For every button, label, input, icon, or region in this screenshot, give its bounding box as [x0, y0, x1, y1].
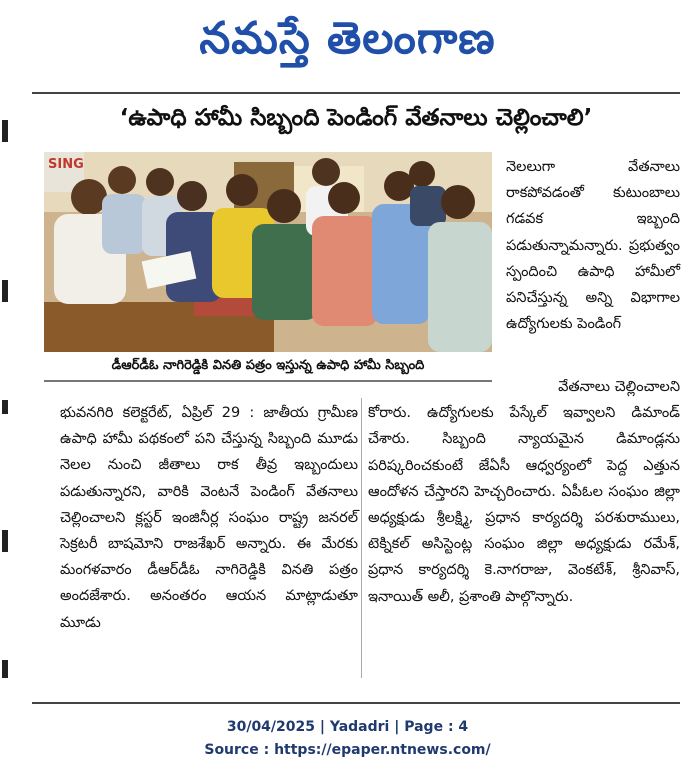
photo-signboard-text: SING: [48, 157, 84, 172]
column-divider: [361, 398, 362, 678]
article-text: భువనగిరి కలెక్టరేట్, ఏప్రిల్ 29 : జాతీయ గ్రామీణ ఉపాధి హామీ పథకంలో పని చేస్తున్న సిబ్బంది మూడు నెలల నుంచి జీతాలు రాక తీవ్ర ఇబ్బందులు పడుతున్నారని, వారికి వెంటనే పెండింగ్ వేతనాలు చెల్లించాలని క్లస్టర్ ఇంజినీర్ల సంఘం రాష్ట్ర జనరల్ సెక్రటరీ బాషమోని రాజశేఖర్ అన్నారు. ఈ మేరకు మంగళవారం డీఆర్‌డీఓ నాగిరెడ్డికి వినతి పత్రం అందజేశారు. అనంతరం ఆయన మాట్లాడుతూ మూడు: [60, 405, 358, 631]
article-column-middle: [368, 379, 680, 610]
news-photo: [44, 152, 492, 352]
clipping-source-line: Source : https://epaper.ntnews.com/: [204, 742, 491, 758]
photo-caption: డీఆర్‌డీఓ నాగిరెడ్డికి వినతి పత్రం ఇస్తున్న ఉపాధి హామీ సిబ్బంది: [44, 352, 492, 382]
article-text: నెలలుగా వేతనాలు రాకపోవడంతో కుటుంబాలు గడవక ఇబ్బంది పడుతున్నామన్నారు. ప్రభుత్వం స్పందించి ఉపాధి హామీలో పనిచేస్తున్న అన్ని విభాగాల ఉద్యోగులకు పెండింగ్: [506, 159, 680, 333]
article-headline: ‘ఉపాధి హామీ సిబ్బంది పెండింగ్ వేతనాలు చెల్లించాలి’: [119, 105, 593, 131]
clipping-date-line: 30/04/2025 | Yadadri | Page : 4: [226, 719, 469, 735]
article-text: కోరారు. ఉద్యోగులకు పేస్కేల్ ఇవ్వాలని డిమాండ్ చేశారు. సిబ్బంది న్యాయమైన డిమాండ్లను పరిష్కరించకుంటే జేఏసీ ఆధ్వర్యంలో పెద్ద ఎత్తున ఆందోళన చేస్తారని హెచ్చరించారు. ఏపీఓల సంఘం జిల్లా అధ్యక్షుడు శ్రీలక్ష్మి, ప్రధాన కార్యదర్శి పరశురాములు, టెక్నికల్ అసిస్టెంట్ల సంఘం జిల్లా అధ్యక్షుడు రమేశ్, ప్రధాన కార్యదర్శి కె.నాగరాజు, వెంకటేశ్, శ్రీనివాస్, ఇనాయిత్ అలీ, ప్రశాంతి పాల్గొన్నారు.: [368, 405, 680, 605]
article-column-right-top: [506, 154, 680, 337]
article-column-left: [60, 400, 358, 636]
adjacent-page-edge: [0, 100, 12, 700]
newspaper-masthead: నమస్తే తెలంగాణ: [199, 13, 496, 64]
photo-illustration: [44, 152, 492, 352]
article-text-continued: వేతనాలు చెల్లించాలని: [558, 379, 680, 395]
